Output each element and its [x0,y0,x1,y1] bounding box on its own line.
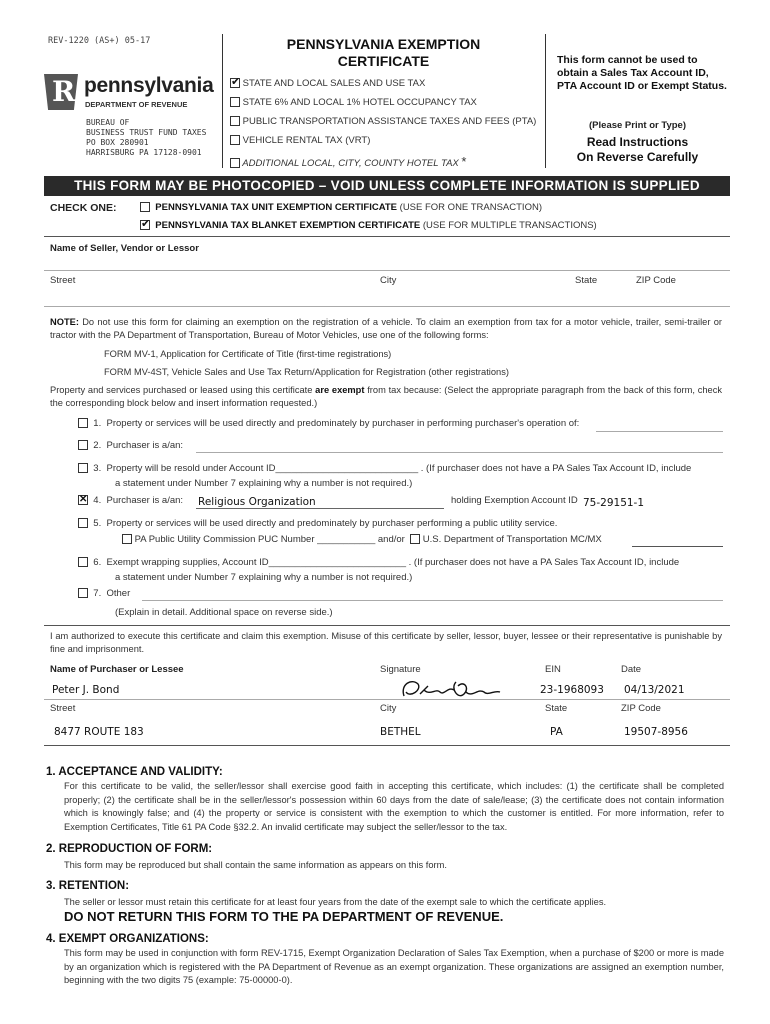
tax-type-checkbox-pta[interactable] [230,116,240,126]
unit-certificate-checkbox[interactable] [140,202,150,212]
ein-value: 23-1968093 [540,684,604,696]
seller-zip-label: ZIP Code [636,275,676,286]
logo-letter: R [52,75,76,108]
reason-text: Property or services will be used directly and predominately by purchaser performing a public utility service. [106,518,558,529]
puc-checkbox[interactable] [122,534,132,544]
reason-text: Other [106,588,131,599]
purchaser-state-value: PA [550,726,563,738]
address-line: BUREAU OF [86,118,130,127]
reason-7-field[interactable] [142,600,723,601]
reason-2[interactable] [78,440,183,451]
reason-4-checkbox[interactable] [78,495,88,505]
property-intro [50,384,722,409]
section-acceptance-text: For this certificate to be valid, the seller/lessor shall exercise good faith in accepting this certificate, which includes: (1) the certificate shall be completed properly; (2) the certificate shall be in the seller/lessor's possession within 60 days from the date of sale/lease; (3) the certificate does not contain information which is knowingly false; and (4) the property or service is consistent with the exemption to which the customer is entitled. For more information, refer to Exemption Certificates, Title 61 PA Code §32.2. An invalid certificate may subject the seller/lessor to the tax. [64,781,724,832]
check-one-label: CHECK ONE: [50,202,117,214]
purchaser-zip-value: 19507-8956 [624,726,688,738]
seller-city-label: City [380,275,397,286]
section-exempt-orgs-text: This form may be used in conjunction with form REV-1715, Exempt Organization Declaration of Sales Tax Exemption, when a purchase of $200 or more is made by an organization which is registered with the PA Department of Revenue as an exempt organization. These organizations are assigned an exemption number, beginning with the two digits 75 (example: 75-00000-0). [64,948,724,985]
tax-type-item[interactable] [230,97,545,116]
asterisk: * [461,154,467,169]
reason-3[interactable] [78,463,726,474]
photocopy-banner: THIS FORM MAY BE PHOTOCOPIED – VOID UNLESS COMPLETE INFORMATION IS SUPPLIED [44,176,730,196]
tax-type-list [230,78,545,173]
section-retention-heading: 3. RETENTION: [46,880,130,892]
reason-6[interactable] [78,557,726,568]
reason-text: Property or services will be used directly and predominately by purchaser in performing purchaser's operation of: [106,418,580,429]
tax-type-label: STATE AND LOCAL SALES AND USE TAX [242,78,426,89]
reason-1-checkbox[interactable] [78,418,88,428]
usdot-field[interactable] [632,546,723,547]
section-acceptance-heading: 1. ACCEPTANCE AND VALIDITY: [46,766,223,778]
ein-label: EIN [545,664,561,675]
purchaser-street-label: Street [50,703,76,714]
reason-2-checkbox[interactable] [78,440,88,450]
form-mv1: FORM MV-1, Application for Certificate of Title (first-time registrations) [104,349,392,359]
notice-box: This form cannot be used to obtain a Sales Tax Account ID, PTA Account ID or Exempt Status. [557,54,727,92]
form-mv4st: FORM MV-4ST, Vehicle Sales and Use Tax Return/Application for Registration (other registrations) [104,367,509,377]
reason-3-checkbox[interactable] [78,463,88,473]
section-retention-text: The seller or lessor must retain this certificate for at least four years from the date of the exempt sale to which the certificate applies. [64,897,607,907]
reason-4[interactable] [78,495,183,506]
section-reproduction-text: This form may be reproduced but shall contain the same information as appears on this form. [64,860,447,870]
reason-number: 6. [93,557,102,568]
tax-type-item[interactable] [230,116,545,135]
puc-label: PA Public Utility Commission PUC Number ___________ and/or [134,534,405,545]
blanket-certificate-checkbox[interactable] [140,220,150,230]
reason-number: 4. [93,495,102,506]
purchaser-type-value: Religious Organization [198,496,316,508]
address-line: HARRISBURG PA 17128-0901 [86,148,202,157]
purchaser-city-value: BETHEL [380,726,421,738]
usdot-label: U.S. Department of Transportation MC/MX [422,534,602,545]
tax-type-label: STATE 6% AND LOCAL 1% HOTEL OCCUPANCY TAX [242,97,477,108]
purchaser-name-field[interactable] [44,699,730,700]
form-title [222,36,545,70]
reason-7-cont: (Explain in detail. Additional space on reverse side.) [115,607,333,618]
purchaser-address-field[interactable] [44,745,730,746]
vehicle-note [50,316,722,341]
tax-type-label: PUBLIC TRANSPORTATION ASSISTANCE TAXES AND FEES (PTA) [242,116,537,127]
reason-1[interactable] [78,418,723,429]
reason-3-cont: a statement under Number 7 explaining why a number is not required.) [115,478,413,489]
reason-text: Purchaser is a/an: [106,440,184,451]
reason-text: Property will be resold under Account ID___________________________ . (If purchaser does not have a PA Sales Tax Account ID, include [106,463,692,474]
tax-type-checkbox-sales-use[interactable] [230,78,240,88]
reason-5-checkbox[interactable] [78,518,88,528]
intro-emphasis: are exempt [315,385,365,395]
reason-text: Purchaser is a/an: [106,495,184,506]
reason-7[interactable] [78,588,130,599]
do-not-return-warning: DO NOT RETURN THIS FORM TO THE PA DEPARTMENT OF REVENUE. [64,909,504,924]
reason-number: 2. [93,440,102,451]
option-note: (USE FOR MULTIPLE TRANSACTIONS) [420,220,597,231]
section-reproduction-heading: 2. REPRODUCTION OF FORM: [46,843,213,855]
reason-4-tail: holding Exemption Account ID [451,495,578,506]
seller-street-label: Street [50,275,76,286]
read-line: On Reverse Carefully [576,150,699,164]
tax-type-item[interactable] [230,78,545,97]
tax-type-item[interactable] [230,135,545,154]
tax-type-checkbox-hotel[interactable] [230,97,240,107]
seller-state-label: State [575,275,598,286]
note-label: NOTE: [50,317,79,327]
option-title: PENNSYLVANIA TAX UNIT EXEMPTION CERTIFICATE [155,202,398,213]
purchaser-name-value: Peter J. Bond [52,684,120,696]
seller-name-field[interactable] [44,270,730,271]
option-title: PENNSYLVANIA TAX BLANKET EXEMPTION CERTIFICATE [155,220,421,231]
reason-number: 7. [93,588,102,599]
reason-4-field[interactable] [196,508,444,509]
mailing-address [86,118,206,158]
usdot-checkbox[interactable] [410,534,420,544]
seller-name-label: Name of Seller, Vendor or Lessor [50,243,199,254]
date-label: Date [621,664,642,675]
option-note: (USE FOR ONE TRANSACTION) [397,202,542,213]
divider [44,625,730,626]
reason-5-puc[interactable] [122,534,602,545]
tax-type-item[interactable] [230,154,545,173]
form-id: REV-1220 (AS+) 05-17 [48,36,151,46]
reason-number: 1. [93,418,102,429]
reason-7-checkbox[interactable] [78,588,88,598]
pa-revenue-logo [44,74,224,114]
tax-type-checkbox-vrt[interactable] [230,135,240,145]
reason-text: Exempt wrapping supplies, Account ID__________________________ . (If purchaser does not have a PA Sales Tax Account ID, include [106,557,680,568]
seller-address-field[interactable] [44,306,730,307]
logo-dept: DEPARTMENT OF REVENUE [85,100,188,109]
reason-2-field[interactable] [196,452,723,453]
exemption-account-id: 75-29151-1 [583,497,645,509]
blanket-certificate-option[interactable] [140,220,597,231]
unit-certificate-option[interactable] [140,202,542,213]
reason-number: 3. [93,463,102,474]
reason-6-cont: a statement under Number 7 explaining why a number is not required.) [115,572,413,583]
tax-type-checkbox-local-hotel[interactable] [230,158,240,168]
title-line: CERTIFICATE [337,53,430,69]
intro-part: Property and services purchased or leased using this certificate [50,385,316,395]
logo-name: pennsylvania [84,74,214,97]
divider [44,236,730,237]
authorization-statement: I am authorized to execute this certificate and claim this exemption. Misuse of this certificate by seller, lessor, buyer, lessee or their representative is punishable by fine and imprisonment. [50,631,722,654]
note-text: Do not use this form for claiming an exemption on the registration of a vehicle. To claim an exemption from tax for a motor vehicle, trailer, semi-trailer or tractor with the PA Department of Transportation, Bureau of Motor Vehicles, use one of the following forms: [50,317,722,340]
purchaser-zip-label: ZIP Code [621,703,661,714]
date-value: 04/13/2021 [624,684,685,696]
tax-type-label: VEHICLE RENTAL TAX (VRT) [242,135,371,146]
read-line: Read Instructions [586,135,689,149]
address-line: PO BOX 280901 [86,138,149,147]
print-note: (Please Print or Type) [589,120,686,131]
title-line: PENNSYLVANIA EXEMPTION [286,36,481,52]
reason-1-field[interactable] [596,431,723,432]
reason-5[interactable] [78,518,557,529]
purchaser-city-label: City [380,703,397,714]
tax-type-label: ADDITIONAL LOCAL, CITY, COUNTY HOTEL TAX [242,158,459,169]
purchaser-name-label: Name of Purchaser or Lessee [50,664,184,675]
intro-part: from tax because: (Select the appropriate paragraph from the back of this form, check the corresponding block below and insert information requested.) [50,385,722,408]
signature-label: Signature [380,664,421,675]
purchaser-state-label: State [545,703,568,714]
purchaser-street-value: 8477 ROUTE 183 [54,726,144,738]
section-exempt-orgs-heading: 4. EXEMPT ORGANIZATIONS: [46,933,209,945]
address-line: BUSINESS TRUST FUND TAXES [86,128,207,137]
reason-number: 5. [93,518,102,529]
read-instructions [545,135,730,165]
reason-6-checkbox[interactable] [78,557,88,567]
